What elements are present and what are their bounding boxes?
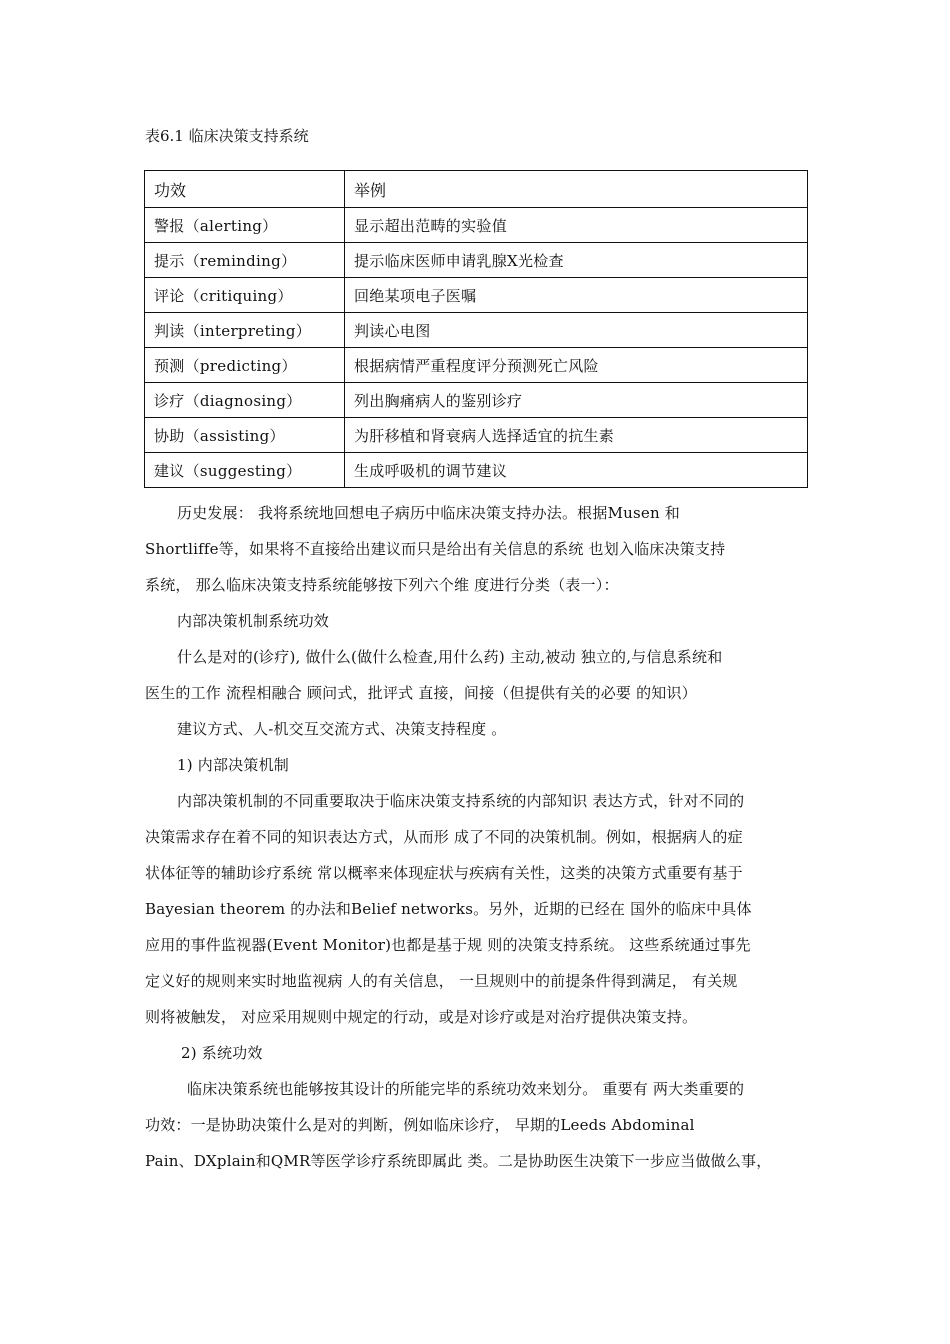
paragraph-line: 医生的工作 流程相融合 顾问式，批评式 直接，间接（但提供有关的必要 的知识） [145,684,697,702]
table-caption: 表6.1 临床决策支持系统 [145,127,309,145]
cell-example: 生成呼吸机的调节建议 [345,453,808,488]
paragraph-line: 决策需求存在着不同的知识表达方式，从而形 成了不同的决策机制。例如，根据病人的症 [145,828,743,846]
paragraph-line: 什么是对的(诊疗), 做什么(做什么检查,用什么药) 主动,被动 独立的,与信息系统和 [177,648,723,666]
paragraph-line: 则将被触发， 对应采用规则中规定的行动，或是对诊疗或是对治疗提供决策支持。 [145,1008,698,1026]
table-header-row [145,171,808,208]
paragraph-line: 功效：一是协助决策什么是对的判断，例如临床诊疗， 早期的Leeds Abdominal [145,1116,695,1134]
cell-function: 判读（interpreting） [145,313,345,348]
paragraph-line: 临床决策系统也能够按其设计的所能完毕的系统功效来划分。 重要有 两大类重要的 [187,1080,745,1098]
cell-function: 警报（alerting） [145,208,345,243]
cell-function: 建议（suggesting） [145,453,345,488]
table-row [145,383,808,418]
paragraph-line: Pain、DXplain和QMR等医学诊疗系统即属此 类。二是协助医生决策下一步应当做做么事， [145,1152,772,1170]
cell-function: 诊疗（diagnosing） [145,383,345,418]
header-function: 功效 [145,171,345,208]
cell-example: 提示临床医师申请乳腺X光检查 [345,243,808,278]
header-example: 举例 [345,171,808,208]
section-heading: 1) 内部决策机制 [177,756,289,774]
cell-function: 评论（critiquing） [145,278,345,313]
paragraph-line: 定义好的规则来实时地监视病 人的有关信息， 一旦规则中的前提条件得到满足， 有关规 [145,972,738,990]
paragraph-line: Bayesian theorem 的办法和Belief networks。另外，近期的已经在 国外的临床中具体 [145,900,752,918]
cell-function: 预测（predicting） [145,348,345,383]
paragraph-line: 系统， 那么临床决策支持系统能够按下列六个维 度进行分类（表一）： [145,576,619,594]
paragraph-line: 历史发展： 我将系统地回想电子病历中临床决策支持办法。根据Musen 和 [177,504,680,522]
table-row [145,243,808,278]
function-table [144,170,808,488]
paragraph-line: 应用的事件监视器(Event Monitor)也都是基于规 则的决策支持系统。 这些系统通过事先 [145,936,751,954]
paragraph-line: 内部决策机制的不同重要取决于临床决策支持系统的内部知识 表达方式，针对不同的 [177,792,745,810]
paragraph-line: 内部决策机制系统功效 [177,612,330,630]
body-text [145,495,810,1179]
paragraph-line: 建议方式、人-机交互交流方式、决策支持程度 。 [177,720,507,738]
table-row [145,418,808,453]
cell-function: 提示（reminding） [145,243,345,278]
cell-example: 显示超出范畴的实验值 [345,208,808,243]
cell-example: 回绝某项电子医嘱 [345,278,808,313]
cell-example: 为肝移植和肾衰病人选择适宜的抗生素 [345,418,808,453]
table-row [145,208,808,243]
cell-function: 协助（assisting） [145,418,345,453]
cell-example: 列出胸痛病人的鉴别诊疗 [345,383,808,418]
cell-example: 判读心电图 [345,313,808,348]
cell-example: 根据病情严重程度评分预测死亡风险 [345,348,808,383]
table-row [145,348,808,383]
paragraph-line: Shortliffe等，如果将不直接给出建议而只是给出有关信息的系统 也划入临床决策支持 [145,540,726,558]
table-row [145,453,808,488]
paragraph-line: 状体征等的辅助诊疗系统 常以概率来体现症状与疾病有关性，这类的决策方式重要有基于 [145,864,743,882]
table-row [145,313,808,348]
section-heading: 2) 系统功效 [181,1044,263,1062]
table-row [145,278,808,313]
